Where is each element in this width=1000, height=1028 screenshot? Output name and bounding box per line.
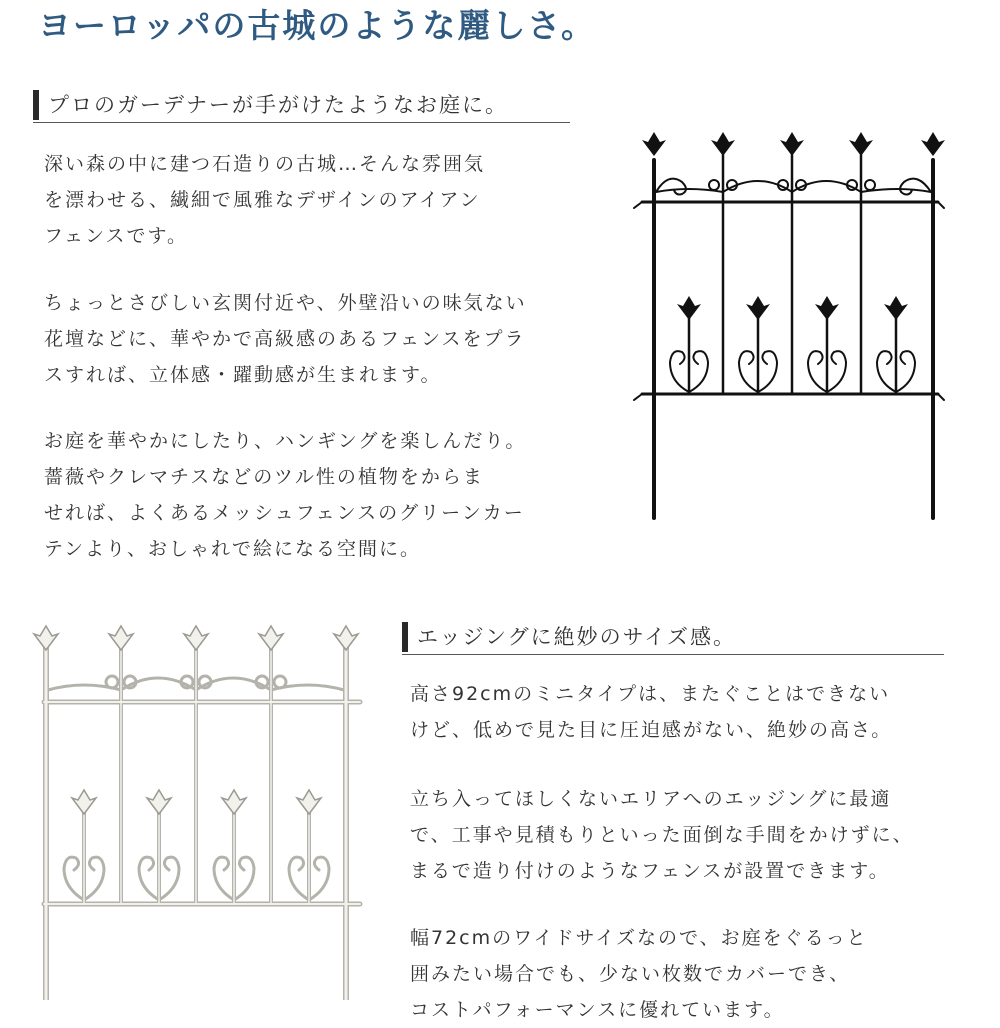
text-line: ちょっとさびしい玄関付近や、外壁沿いの味気ない bbox=[44, 292, 527, 314]
fence-frame bbox=[634, 155, 944, 518]
fence-frame bbox=[44, 648, 360, 1000]
text-line: 囲みたい場合でも、少ない枚数でカバーでき、 bbox=[410, 963, 851, 985]
text-line: フェンスです。 bbox=[44, 225, 188, 247]
text-line: 立ち入ってほしくないエリアへのエッジングに最適 bbox=[410, 788, 892, 810]
text-line: コストパフォーマンスに優れています。 bbox=[410, 999, 785, 1021]
text-line: で、工事や見積もりといった面倒な手間をかけずに、 bbox=[410, 824, 914, 846]
section2-heading: エッジングに絶妙のサイズ感。 bbox=[402, 622, 736, 652]
fleur-de-lis-finials bbox=[642, 132, 945, 320]
text-line: を漂わせる、繊細で風雅なデザインのアイアン bbox=[44, 189, 481, 211]
text-line: お庭を華やかにしたり、ハンギングを楽しんだり。 bbox=[44, 430, 527, 452]
section1-heading: プロのガーデナーが手がけたようなお庭に。 bbox=[33, 90, 508, 120]
text-line: 幅72cmのワイドサイズなので、お庭をぐるっと bbox=[410, 927, 868, 949]
section2-paragraph-1 bbox=[410, 676, 892, 748]
section2-paragraph-2 bbox=[410, 781, 914, 889]
section2-paragraph-3 bbox=[410, 920, 868, 1028]
black-fence-image bbox=[620, 120, 960, 530]
section1-paragraph-1 bbox=[44, 146, 485, 254]
page-headline: ヨーロッパの古城のような麗しさ。 bbox=[38, 6, 597, 45]
section1-paragraph-3 bbox=[44, 423, 526, 567]
section1-paragraph-2 bbox=[44, 285, 527, 393]
section2-rule bbox=[402, 654, 944, 655]
section1-rule bbox=[33, 122, 570, 123]
text-line: 薔薇やクレマチスなどのツル性の植物をからま bbox=[44, 466, 484, 488]
text-line: けど、低めで見た目に圧迫感がない、絶妙の高さ。 bbox=[410, 719, 893, 741]
text-line: せれば、よくあるメッシュフェンスのグリーンカー bbox=[44, 502, 525, 524]
text-line: まるで造り付けのようなフェンスが設置できます。 bbox=[410, 860, 890, 882]
text-line: 花壇などに、華やかで高級感のあるフェンスをプラ bbox=[44, 328, 526, 350]
white-fence-image bbox=[20, 618, 380, 1000]
text-line: 高さ92cmのミニタイプは、またぐことはできない bbox=[410, 683, 891, 705]
text-line: 深い森の中に建つ石造りの古城…そんな雰囲気 bbox=[44, 153, 486, 175]
text-line: スすれば、立体感・躍動感が生まれます。 bbox=[44, 364, 442, 386]
text-line: テンより、おしゃれで絵になる空間に。 bbox=[44, 538, 422, 560]
